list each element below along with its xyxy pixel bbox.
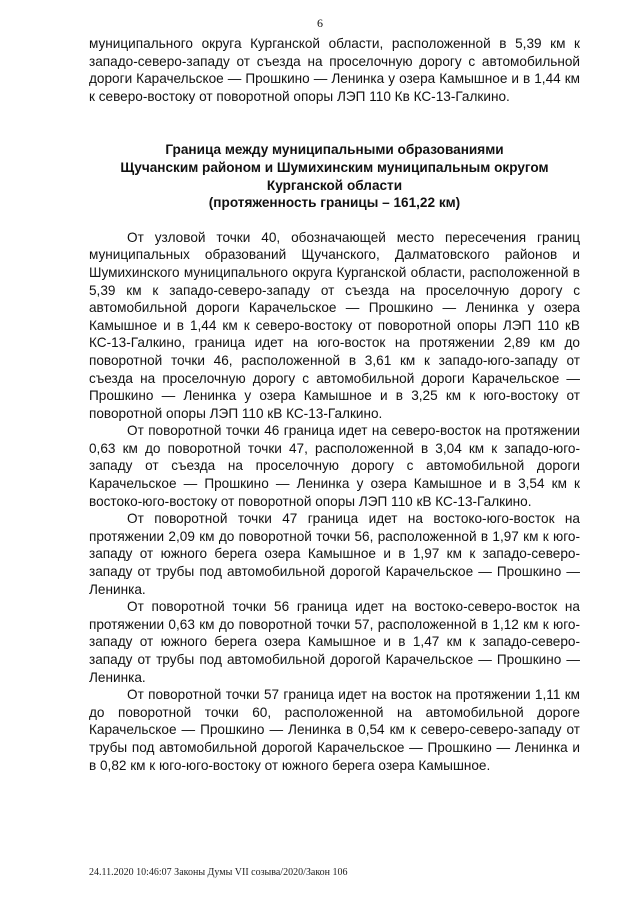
section-heading — [89, 141, 580, 211]
heading-line-1: Граница между муниципальными образованиями — [165, 142, 504, 158]
body-paragraph-2: От поворотной точки 46 граница идет на северо-восток на протяжении 0,63 км до поворотной точки 47, расположенной в 3,04 км к западо-юго-западу от съезда на проселочную дорогу с автомобильной дороги Карачельское — Прошкино — Ленинка у озера Камышное и в 3,54 км к востоко-юго-востоку от поворотной опоры ЛЭП 110 кВ КС-13-Галкино. — [89, 423, 580, 509]
body-paragraph-1: От узловой точки 40, обозначающей место пересечения границ муниципальных образований Щучанского, Далматовского районов и Шумихинского муниципального округа Курганской области, расположенной в 5,39 км к западо-северо-западу от съезда на проселочную дорогу с автомобильной дороги Карачельское — Прошкино — Ленинка у озера Камышное и в 1,44 км к северо-востоку от поворотной опоры ЛЭП 110 кВ КС-13-Галкино, граница идет на юго-восток на протяжении 2,89 км до поворотной точки 46, расположенной в 3,61 км к западо-юго-западу от съезда на проселочную дорогу с автомобильной дороги Карачельское — Прошкино — Ленинка у озера Камышное и в 3,25 км к юго-востоку от поворотной опоры ЛЭП 110 кВ КС-13-Галкино. — [89, 229, 580, 421]
heading-line-3: Курганской области — [266, 177, 403, 193]
document-footer: 24.11.2020 10:46:07 Законы Думы VII созыва/2020/Закон 106 — [89, 867, 348, 878]
page-number: 6 — [317, 16, 323, 30]
body-paragraph-3: От поворотной точки 47 граница идет на востоко-юго-восток на протяжении 2,09 км до поворотной точки 56, расположенной в 1,97 км к юго-западу от южного берега озера Камышное и в 1,97 км к западо-северо-западу от трубы под автомобильной дорогой Карачельское — Прошкино — Ленинка. — [89, 511, 580, 597]
heading-line-4: (протяженность границы – 161,22 км) — [208, 195, 461, 211]
heading-line-2: Щучанским районом и Шумихинским муниципальным округом — [120, 159, 549, 175]
body-paragraph-4: От поворотной точки 56 граница идет на востоко-северо-восток на протяжении 0,63 км до поворотной точки 57, расположенной в 1,12 км к юго-западу от южного берега озера Камышное и в 1,47 км к западо-северо-западу от трубы под автомобильной дорогой Карачельское — Прошкино — Ленинка. — [89, 599, 580, 685]
document-body — [89, 35, 580, 774]
body-paragraph-5: От поворотной точки 57 граница идет на восток на протяжении 1,11 км до поворотной точки 60, расположенной на автомобильной дороге Карачельское — Прошкино — Ленинка в 0,54 км к северо-северо-западу от трубы под автомобильной дорогой Карачельское — Прошкино — Ленинка и в 0,82 км к юго-юго-востоку от южного берега озера Камышное. — [89, 687, 580, 773]
intro-paragraph: муниципального округа Курганской области, расположенной в 5,39 км к западо-северо-западу от съезда на проселочную дорогу с автомобильной дороги Карачельское — Прошкино — Ленинка у озера Камышное и в 1,44 км к северо-востоку от поворотной опоры ЛЭП 110 Кв КС-13-Галкино. — [89, 36, 580, 104]
